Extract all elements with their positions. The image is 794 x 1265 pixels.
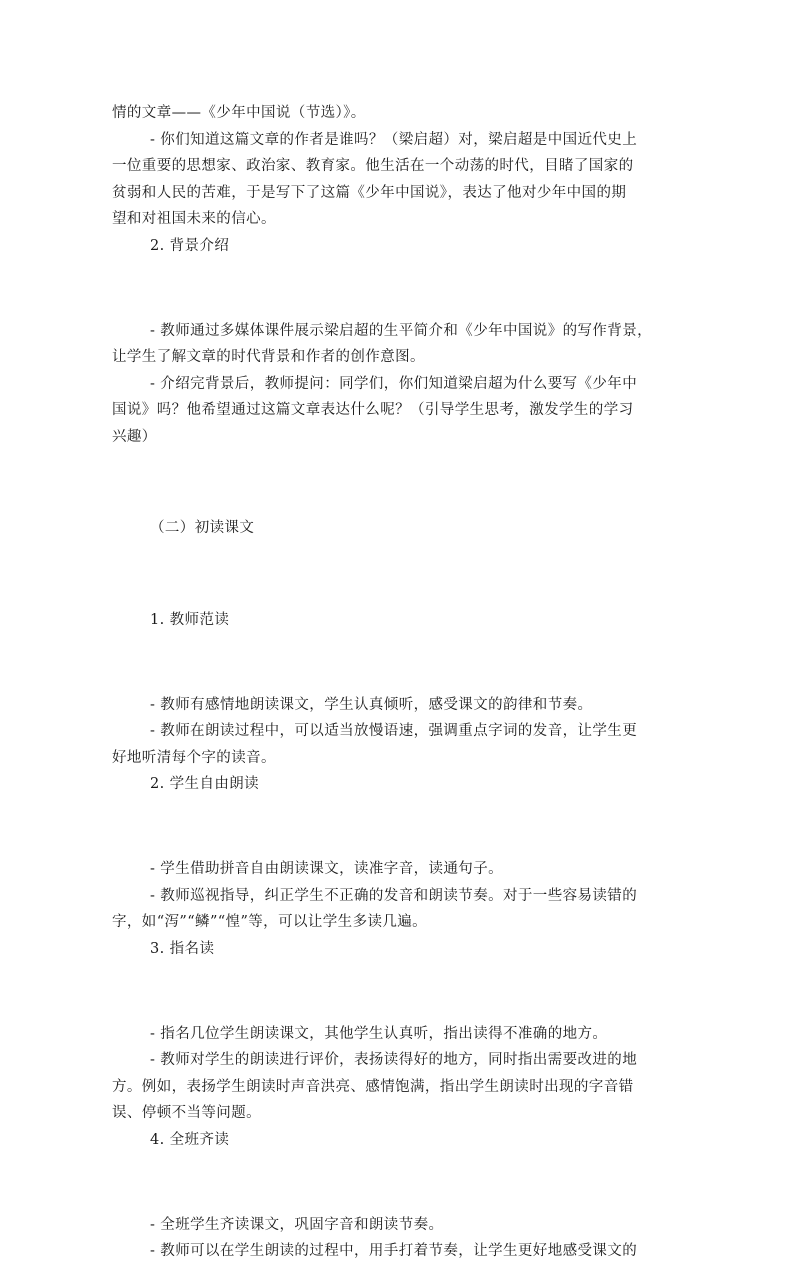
paragraph-line: 贫弱和人民的苦难，于是写下了这篇《少年中国说》，表达了他对少年中国的期 <box>112 184 627 201</box>
paragraph-line: - 教师在朗读过程中，可以适当放慢语速，强调重点字词的发音，让学生更 <box>150 723 638 739</box>
paragraph-line: 误、停顿不当等问题。 <box>112 1105 261 1121</box>
paragraph-line: 兴趣） <box>112 428 157 445</box>
blank-line <box>112 466 682 499</box>
paragraph-line: - 学生借助拼音自由朗读课文，读准字音，读通句子。 <box>150 861 504 877</box>
blank-line <box>112 814 682 841</box>
paragraph-line: 好地听清每个字的读音。 <box>112 749 276 766</box>
paragraph-line: 字，如“泻”“鳞”“惶”等，可以让学生多读几遍。 <box>112 914 428 930</box>
document-body <box>112 100 682 1265</box>
paragraph-line: - 你们知道这篇文章的作者是谁吗？（梁启超）对，梁启超是中国近代史上 <box>150 131 638 148</box>
paragraph-line: 让学生了解文章的时代背景和作者的创作意图。 <box>112 349 425 365</box>
paragraph-line: - 教师对学生的朗读进行评价，表扬读得好的地方，同时指出需要改进的地 <box>150 1052 638 1068</box>
paragraph-line: 一位重要的思想家、政治家、教育家。他生活在一个动荡的时代，目睹了国家的 <box>112 158 634 174</box>
paragraph-line: - 教师可以在学生朗读的过程中，用手打着节奏，让学生更好地感受课文的 <box>150 1243 638 1259</box>
blank-line <box>112 649 682 676</box>
blank-line <box>112 558 682 591</box>
paragraph-line: 4. 全班齐读 <box>150 1131 230 1148</box>
paragraph-line: 国说》吗？他希望通过这篇文章表达什么呢？（引导学生思考，激发学生的学习 <box>112 402 634 418</box>
blank-line <box>112 1169 682 1196</box>
paragraph-line: - 教师有感情地朗读课文，学生认真倾听，感受课文的韵律和节奏。 <box>150 696 593 713</box>
blank-line <box>112 275 682 302</box>
paragraph-line: - 指名几位学生朗读课文，其他学生认真听，指出读得不准确的地方。 <box>150 1025 608 1042</box>
paragraph-line: 2. 学生自由朗读 <box>150 776 260 792</box>
paragraph-line: 3. 指名读 <box>150 940 215 957</box>
paragraph-line: 情的文章——《少年中国说（节选）》。 <box>112 105 366 121</box>
paragraph-line: - 介绍完背景后，教师提问：同学们，你们知道梁启超为什么要写《少年中 <box>150 375 638 392</box>
paragraph-line: （二）初读课文 <box>150 520 255 536</box>
paragraph-line: 2. 背景介绍 <box>150 237 230 254</box>
paragraph-line: 望和对祖国未来的信心。 <box>112 211 276 227</box>
paragraph-line: 1. 教师范读 <box>150 611 230 628</box>
blank-line <box>112 978 682 1005</box>
paragraph-line: - 教师巡视指导，纠正学生不正确的发音和朗读节奏。对于一些容易读错的 <box>150 887 638 904</box>
paragraph-line: 方。例如，表扬学生朗读时声音洪亮、感情饱满，指出学生朗读时出现的字音错 <box>112 1078 634 1095</box>
paragraph-line: - 全班学生齐读课文，巩固字音和朗读节奏。 <box>150 1216 444 1233</box>
paragraph-line: - 教师通过多媒体课件展示梁启超的生平简介和《少年中国说》的写作背景， <box>150 322 653 339</box>
